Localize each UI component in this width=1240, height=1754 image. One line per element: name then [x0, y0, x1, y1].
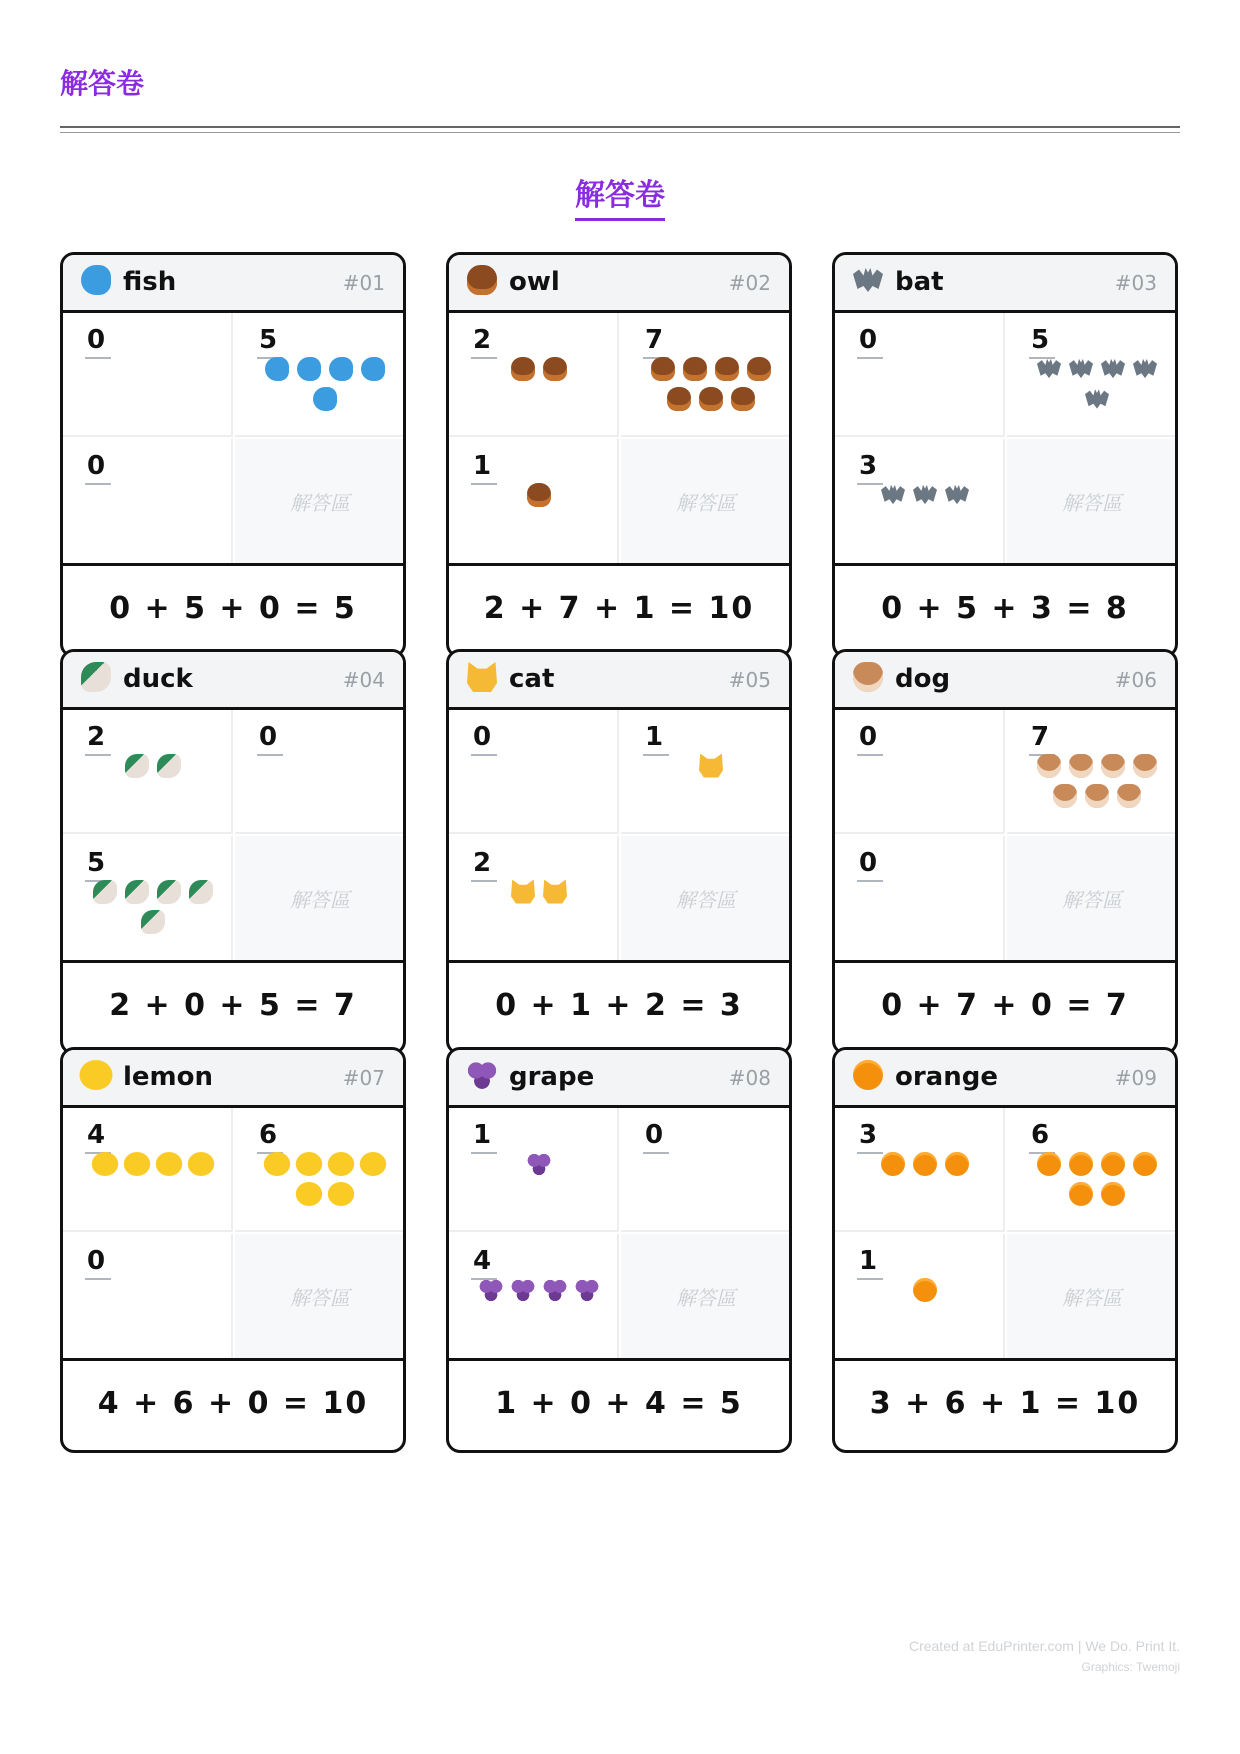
owl-icon	[543, 357, 567, 381]
card-number: #01	[342, 271, 385, 295]
lemon-icon	[328, 1182, 354, 1206]
cell-a	[835, 710, 1005, 834]
equation: 2 + 7 + 1 = 10	[483, 591, 755, 626]
bat-icon	[1069, 357, 1093, 381]
orange-icon	[913, 1152, 937, 1176]
lemon-icon	[328, 1152, 354, 1176]
count-a: 2	[471, 323, 497, 359]
card-word: dog	[895, 664, 951, 694]
card-word: duck	[123, 664, 193, 694]
orange-icon	[945, 1152, 969, 1176]
icon-group	[641, 353, 781, 414]
icon-group	[855, 1148, 995, 1179]
count-cells	[835, 710, 1175, 963]
cell-c	[449, 836, 619, 960]
header-title: 解答卷	[60, 67, 145, 100]
footer-graphics: Graphics: Twemoji	[1081, 1660, 1180, 1674]
card-header	[63, 1050, 403, 1108]
owl-icon	[527, 483, 551, 507]
owl-icon	[731, 387, 755, 411]
icon-group	[83, 1148, 223, 1179]
owl-icon	[699, 387, 723, 411]
orange-icon	[1101, 1182, 1125, 1206]
cell-c	[835, 439, 1005, 563]
fish-icon	[313, 387, 337, 411]
cat-icon	[699, 754, 723, 778]
bat-icon	[881, 483, 905, 507]
owl-icon	[683, 357, 707, 381]
lemon-icon	[360, 1152, 386, 1176]
equation: 2 + 0 + 5 = 7	[109, 988, 357, 1023]
count-c: 0	[85, 449, 111, 485]
duck-icon	[157, 754, 181, 778]
cell-b	[1007, 710, 1177, 834]
answer-placeholder: 解答區	[290, 888, 350, 912]
answer-placeholder: 解答區	[676, 491, 736, 515]
icon-group	[855, 1274, 995, 1305]
lemon-icon	[296, 1182, 322, 1206]
card-word: grape	[509, 1062, 595, 1092]
fish-icon	[81, 265, 111, 295]
problem-card-lemon	[60, 1047, 406, 1453]
card-word: fish	[123, 267, 177, 297]
cell-b	[1007, 313, 1177, 437]
answer-placeholder: 解答區	[1062, 491, 1122, 515]
count-cells	[449, 313, 789, 566]
card-number: #09	[1114, 1066, 1157, 1090]
lemon-icon	[264, 1152, 290, 1176]
equation: 0 + 5 + 3 = 8	[881, 591, 1129, 626]
cat-icon	[543, 880, 567, 904]
orange-icon	[1037, 1152, 1061, 1176]
count-a: 1	[471, 1118, 497, 1154]
owl-icon	[651, 357, 675, 381]
card-header	[449, 1050, 789, 1108]
header-divider	[60, 126, 1180, 133]
card-header	[835, 1050, 1175, 1108]
bat-icon	[1101, 357, 1125, 381]
cell-a	[449, 710, 619, 834]
dog-icon	[1037, 754, 1061, 778]
icon-group	[1027, 1148, 1167, 1209]
count-b: 6	[257, 1118, 283, 1154]
count-b: 7	[643, 323, 669, 359]
count-cells	[63, 313, 403, 566]
dog-icon	[1069, 754, 1093, 778]
section-title-wrap	[0, 170, 1240, 221]
count-a: 0	[85, 323, 111, 359]
card-number: #04	[342, 668, 385, 692]
count-c: 3	[857, 449, 883, 485]
fish-icon	[265, 357, 289, 381]
cell-a	[63, 1108, 233, 1232]
grape-icon	[543, 1278, 567, 1302]
cell-b	[621, 710, 791, 834]
cell-a	[63, 710, 233, 834]
count-b: 6	[1029, 1118, 1055, 1154]
orange-icon	[1069, 1152, 1093, 1176]
duck-icon	[93, 880, 117, 904]
count-b: 5	[257, 323, 283, 359]
footer-credit: Created at EduPrinter.com | We Do. Print It.	[908, 1638, 1180, 1654]
bat-icon	[1133, 357, 1157, 381]
cell-c	[63, 1234, 233, 1358]
count-a: 4	[85, 1118, 111, 1154]
cell-a	[449, 1108, 619, 1232]
answer-area[interactable]	[235, 1234, 405, 1358]
card-header	[449, 652, 789, 710]
answer-area[interactable]	[1007, 1234, 1177, 1358]
equation: 0 + 1 + 2 = 3	[495, 988, 743, 1023]
problem-card-dog	[832, 649, 1178, 1055]
count-a: 2	[85, 720, 111, 756]
dog-icon	[1117, 784, 1141, 808]
orange-icon	[853, 1060, 883, 1090]
card-word: cat	[509, 664, 555, 694]
cell-b	[235, 1108, 405, 1232]
bat-icon	[945, 483, 969, 507]
dog-icon	[853, 662, 883, 692]
card-number: #05	[728, 668, 771, 692]
problem-card-cat	[446, 649, 792, 1055]
icon-group	[83, 750, 223, 781]
cell-b	[621, 313, 791, 437]
cat-icon	[511, 880, 535, 904]
count-a: 0	[857, 720, 883, 756]
dog-icon	[1053, 784, 1077, 808]
cell-c	[449, 1234, 619, 1358]
cell-c	[835, 836, 1005, 960]
count-cells	[835, 313, 1175, 566]
fish-icon	[361, 357, 385, 381]
card-header	[449, 255, 789, 313]
dog-icon	[1101, 754, 1125, 778]
owl-icon	[667, 387, 691, 411]
bat-icon	[1037, 357, 1061, 381]
lemon-icon	[92, 1152, 118, 1176]
count-b: 0	[257, 720, 283, 756]
cell-a	[63, 313, 233, 437]
orange-icon	[1133, 1152, 1157, 1176]
duck-icon	[125, 880, 149, 904]
answer-placeholder: 解答區	[290, 491, 350, 515]
grape-icon	[467, 1060, 497, 1090]
grape-icon	[575, 1278, 599, 1302]
count-c: 0	[85, 1244, 111, 1280]
card-header	[63, 652, 403, 710]
count-cells	[449, 710, 789, 963]
card-header	[63, 255, 403, 313]
count-cells	[63, 710, 403, 963]
answer-area[interactable]	[235, 836, 405, 960]
lemon-icon	[188, 1152, 214, 1176]
grape-icon	[511, 1278, 535, 1302]
count-cells	[835, 1108, 1175, 1361]
answer-area[interactable]	[621, 1234, 791, 1358]
count-c: 5	[85, 846, 111, 882]
orange-icon	[881, 1152, 905, 1176]
icon-group	[255, 353, 395, 414]
problem-card-orange	[832, 1047, 1178, 1453]
icon-group	[641, 750, 781, 781]
icon-group	[469, 479, 609, 510]
bat-icon	[853, 265, 883, 295]
duck-icon	[189, 880, 213, 904]
icon-group	[469, 353, 609, 384]
icon-group	[1027, 750, 1167, 811]
answer-area[interactable]	[235, 439, 405, 563]
card-header	[835, 652, 1175, 710]
cell-a	[835, 1108, 1005, 1232]
count-c: 4	[471, 1244, 497, 1280]
icon-group	[83, 876, 223, 937]
owl-icon	[511, 357, 535, 381]
cell-b	[235, 710, 405, 834]
card-number: #03	[1114, 271, 1157, 295]
answer-placeholder: 解答區	[1062, 1286, 1122, 1310]
bat-icon	[1085, 387, 1109, 411]
icon-group	[1027, 353, 1167, 414]
count-b: 7	[1029, 720, 1055, 756]
lemon-icon	[156, 1152, 182, 1176]
card-number: #06	[1114, 668, 1157, 692]
count-c: 1	[471, 449, 497, 485]
cell-c	[835, 1234, 1005, 1358]
answer-area[interactable]	[621, 439, 791, 563]
duck-icon	[141, 910, 165, 934]
cell-c	[63, 836, 233, 960]
duck-icon	[81, 662, 111, 692]
card-word: lemon	[123, 1062, 214, 1092]
count-a: 3	[857, 1118, 883, 1154]
equation: 3 + 6 + 1 = 10	[869, 1386, 1141, 1421]
card-number: #07	[342, 1066, 385, 1090]
icon-group	[469, 1148, 609, 1179]
problem-card-fish	[60, 252, 406, 658]
count-a: 0	[471, 720, 497, 756]
cat-icon	[467, 662, 497, 692]
count-c: 0	[857, 846, 883, 882]
count-cells	[449, 1108, 789, 1361]
duck-icon	[125, 754, 149, 778]
equation: 4 + 6 + 0 = 10	[97, 1386, 369, 1421]
equation: 1 + 0 + 4 = 5	[495, 1386, 743, 1421]
duck-icon	[157, 880, 181, 904]
dog-icon	[1085, 784, 1109, 808]
cell-b	[235, 313, 405, 437]
section-title: 解答卷	[575, 170, 665, 221]
cell-a	[835, 313, 1005, 437]
card-header	[835, 255, 1175, 313]
answer-area[interactable]	[1007, 836, 1177, 960]
grape-icon	[479, 1278, 503, 1302]
problem-card-duck	[60, 649, 406, 1055]
lemon-icon	[80, 1060, 113, 1090]
count-c: 1	[857, 1244, 883, 1280]
equation: 0 + 5 + 0 = 5	[109, 591, 357, 626]
problem-card-bat	[832, 252, 1178, 658]
answer-placeholder: 解答區	[290, 1286, 350, 1310]
orange-icon	[913, 1278, 937, 1302]
problem-card-grape	[446, 1047, 792, 1453]
answer-area[interactable]	[1007, 439, 1177, 563]
equation: 0 + 7 + 0 = 7	[881, 988, 1129, 1023]
count-b: 1	[643, 720, 669, 756]
cell-b	[1007, 1108, 1177, 1232]
answer-placeholder: 解答區	[1062, 888, 1122, 912]
card-word: owl	[509, 267, 560, 297]
problem-card-owl	[446, 252, 792, 658]
footer	[909, 1638, 1180, 1674]
fish-icon	[329, 357, 353, 381]
grape-icon	[527, 1152, 551, 1176]
answer-placeholder: 解答區	[676, 1286, 736, 1310]
lemon-icon	[124, 1152, 150, 1176]
bat-icon	[913, 483, 937, 507]
icon-group	[469, 1274, 609, 1305]
card-number: #02	[728, 271, 771, 295]
fish-icon	[297, 357, 321, 381]
orange-icon	[1101, 1152, 1125, 1176]
dog-icon	[1133, 754, 1157, 778]
owl-icon	[715, 357, 739, 381]
cell-c	[449, 439, 619, 563]
orange-icon	[1069, 1182, 1093, 1206]
cell-a	[449, 313, 619, 437]
answer-placeholder: 解答區	[676, 888, 736, 912]
icon-group	[469, 876, 609, 907]
owl-icon	[467, 265, 497, 295]
cell-b	[621, 1108, 791, 1232]
count-b: 0	[643, 1118, 669, 1154]
card-word: bat	[895, 267, 944, 297]
owl-icon	[747, 357, 771, 381]
count-a: 0	[857, 323, 883, 359]
lemon-icon	[296, 1152, 322, 1176]
count-b: 5	[1029, 323, 1055, 359]
count-c: 2	[471, 846, 497, 882]
answer-area[interactable]	[621, 836, 791, 960]
card-word: orange	[895, 1062, 998, 1092]
icon-group	[855, 479, 995, 510]
cell-c	[63, 439, 233, 563]
count-cells	[63, 1108, 403, 1361]
card-number: #08	[728, 1066, 771, 1090]
icon-group	[255, 1148, 395, 1209]
